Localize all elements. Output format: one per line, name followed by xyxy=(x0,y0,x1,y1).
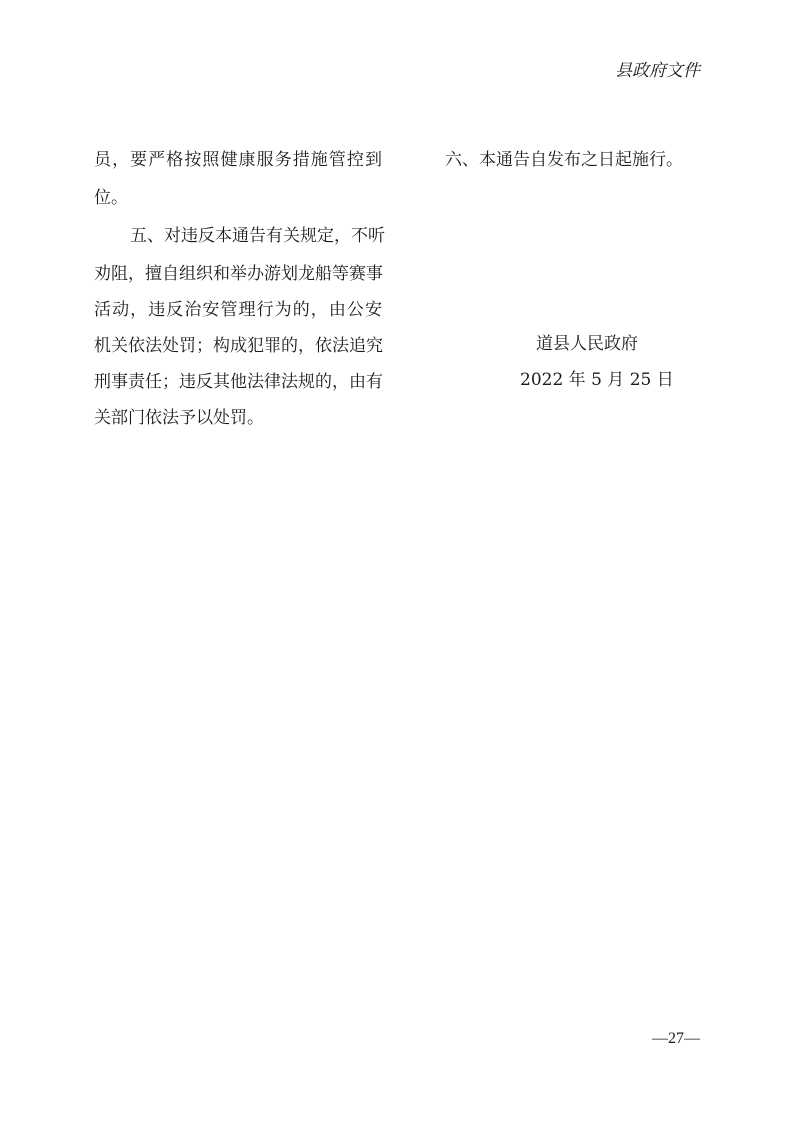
body-line: 员，要严格按照健康服务措施管控到 xyxy=(94,150,382,170)
body-line: 机关依法处罚；构成犯罪的，依法追究 xyxy=(94,336,383,356)
page-number: —27— xyxy=(652,1030,700,1047)
body-line: 活动，违反治安管理行为的，由公安 xyxy=(94,300,382,320)
body-line: 五、对违反本通告有关规定，不听 xyxy=(130,226,385,246)
issuer-name: 道县人民政府 xyxy=(536,334,638,354)
body-line: 劝阻，擅自组织和举办游划龙船等赛事 xyxy=(94,264,383,284)
issue-date: 2022 年 5 月 25 日 xyxy=(520,370,674,390)
body-line: 刑事责任；违反其他法律法规的，由有 xyxy=(94,372,383,392)
body-line: 关部门依法予以处罚。 xyxy=(94,408,264,428)
document-header: 县政府文件 xyxy=(615,61,700,81)
body-line: 位。 xyxy=(94,188,128,208)
clause-six: 六、本通告自发布之日起施行。 xyxy=(445,150,683,170)
